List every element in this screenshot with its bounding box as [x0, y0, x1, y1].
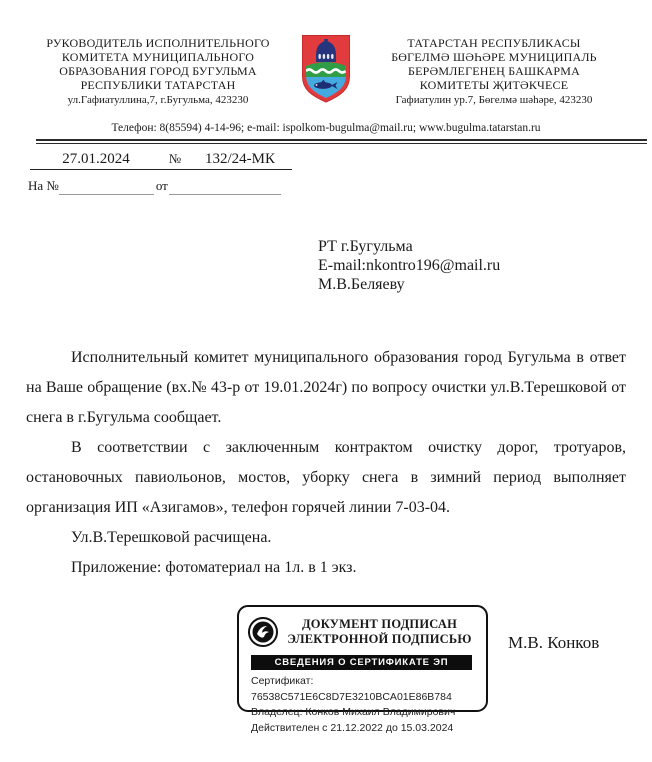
- stamp-certificate-bar: СВЕДЕНИЯ О СЕРТИФИКАТЕ ЭП: [251, 655, 472, 670]
- contact-line: Телефон: 8(85594) 4-14-96; e-mail: ispolkom-bugulma@mail.ru; www.bugulma.tatarstan.ru: [111, 122, 541, 134]
- digital-signature-stamp: [237, 605, 488, 734]
- reply-from-label: от: [155, 178, 168, 193]
- stamp-title: [279, 617, 480, 647]
- reference-row-reply: [28, 178, 281, 195]
- org-name-tatar: [360, 36, 628, 107]
- org-ru-line: КОМИТЕТА МУНИЦИПАЛЬНОГО: [61, 50, 255, 64]
- stamp-header: [247, 612, 480, 652]
- body-paragraph: Ул.В.Терешковой расчищена.: [71, 529, 272, 546]
- header-divider: [36, 139, 647, 144]
- stamp-emblem-icon: [247, 616, 279, 648]
- org-ru-line: РУКОВОДИТЕЛЬ ИСПОЛНИТЕЛЬНОГО: [46, 36, 270, 50]
- stamp-certificate-number: Сертификат: 76538C571E6C8D7E3210BCA01E86B784: [251, 675, 452, 703]
- recipient-block: [318, 237, 500, 294]
- org-ru-address: ул.Гафиатуллина,7, г.Бугульма, 423230: [67, 94, 249, 106]
- org-tat-line: ТАТАРСТАН РЕСПУБЛИКАСЫ: [407, 36, 581, 50]
- recipient-email: E-mail:nkontro196@mail.ru: [318, 257, 501, 274]
- recipient-city: РТ г.Бугульма: [318, 238, 413, 255]
- letter-body: [26, 343, 626, 583]
- reply-date-blank: [169, 179, 281, 195]
- bugulma-coat-of-arms-icon: [299, 32, 353, 104]
- attachment-line: Приложение: фотоматериал на 1л. в 1 экз.: [71, 559, 357, 576]
- org-ru-line: РЕСПУБЛИКИ ТАТАРСТАН: [80, 78, 236, 92]
- reference-row-date-number: [30, 151, 292, 170]
- org-ru-line: ОБРАЗОВАНИЯ ГОРОД БУГУЛЬМА: [59, 64, 257, 78]
- org-tat-line: КОМИТЕТЫ ҖИТӘКЧЕСЕ: [419, 78, 569, 92]
- org-tat-line: БӨГЕЛМӘ ШӘҺӘРЕ МУНИЦИПАЛЬ: [391, 50, 597, 64]
- recipient-name: М.В.Беляеву: [318, 276, 405, 293]
- signer-name: М.В. Конков: [508, 633, 600, 652]
- stamp-validity: Действителен с 21.12.2022 до 15.03.2024: [251, 721, 454, 734]
- reply-number-blank: [59, 179, 154, 195]
- reply-prefix: На №: [28, 178, 59, 193]
- letter-number: 132/24-МК: [188, 151, 292, 170]
- stamp-title-line1: ДОКУМЕНТ ПОДПИСАН: [301, 617, 458, 631]
- body-paragraph: В соответствии с заключенным контрактом очистку дорог, тротуаров, остановочных павиольонов, мостов, уборку снега в зимний период выполняет организация ИП «Азигамов», телефон горячей линии 7-03-04.: [26, 439, 626, 516]
- org-tat-address: Гафиатулин ур.7, Бөгелмә шәһәре, 423230: [395, 94, 593, 106]
- number-sign: №: [162, 151, 188, 170]
- stamp-title-line2: ЭЛЕКТРОННОЙ ПОДПИСЬЮ: [287, 632, 472, 646]
- org-name-russian: [24, 36, 292, 107]
- stamp-certificate-details: [251, 674, 480, 736]
- body-paragraph: Исполнительный комитет муниципального образования город Бугульма в ответ на Ваше обращение (вх.№ 43-р от 19.01.2024г) по вопросу очистки ул.В.Терешковой от снега в г.Бугульма сообщает.: [26, 349, 626, 426]
- org-tat-line: БЕРӘМЛЕГЕНЕҢ БАШКАРМА: [407, 64, 580, 78]
- stamp-owner: Владелец: Конков Михаил Владимирович: [251, 706, 456, 718]
- letter-date: 27.01.2024: [30, 151, 162, 170]
